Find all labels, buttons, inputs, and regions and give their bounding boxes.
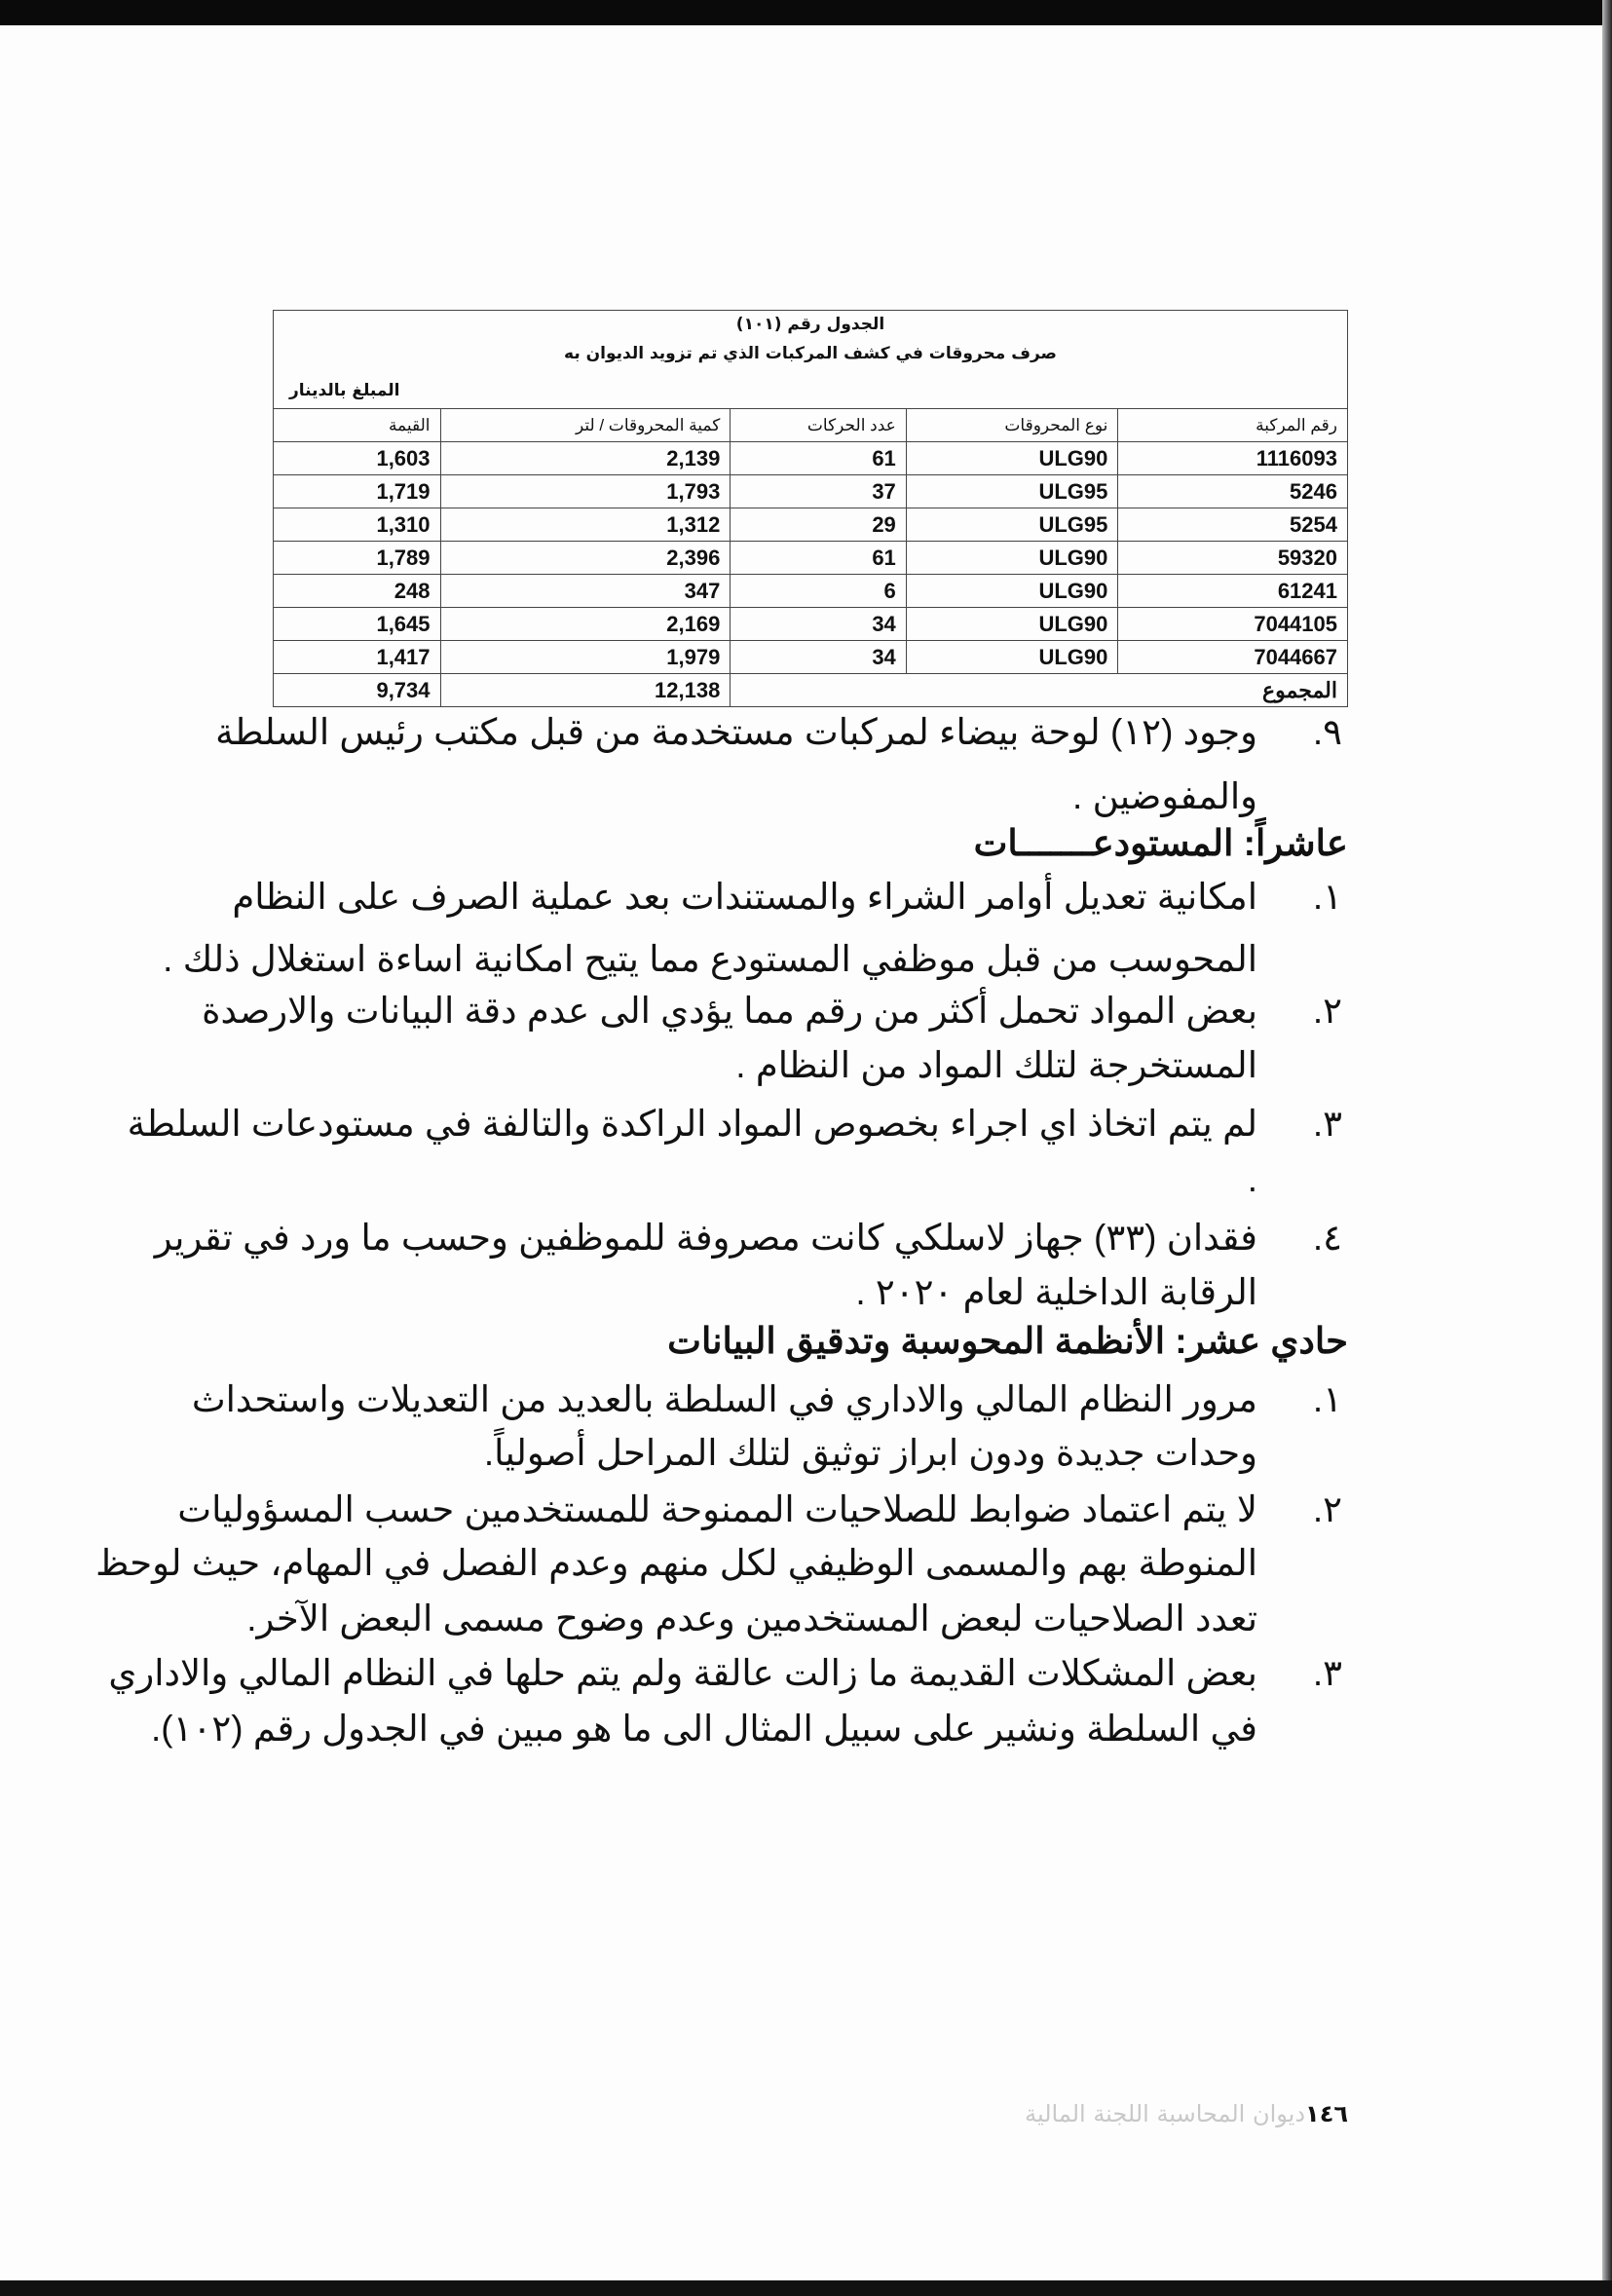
vehicle-number: 59320 — [1118, 542, 1347, 575]
fuel-type: ULG95 — [906, 508, 1118, 542]
page-footer — [820, 2100, 1348, 2127]
document-body — [95, 0, 1348, 2296]
vehicle-number: 7044105 — [1118, 608, 1347, 641]
item-text: تعدد الصلاحيات لبعض المستخدمين وعدم وضوح مسمى البعض الآخر. — [246, 1599, 1257, 1638]
trip-count: 61 — [731, 442, 906, 475]
total-quantity: 12,138 — [440, 674, 731, 707]
item-text: وجود (١٢) لوحة بيضاء لمركبات مستخدمة من قبل مكتب رئيس السلطة — [215, 712, 1257, 752]
item-number: ١. — [1312, 877, 1342, 917]
item-text: والمفوضين . — [1072, 776, 1257, 816]
fuel-value: 1,789 — [274, 542, 440, 575]
item-text: المحوسب من قبل موظفي المستودع مما يتيح امكانية اساءة استغلال ذلك . — [163, 939, 1257, 979]
col-trips: عدد الحركات — [731, 409, 906, 442]
item-number: ٢. — [1312, 991, 1342, 1031]
vehicle-number: 7044667 — [1118, 641, 1347, 674]
trip-count: 29 — [731, 508, 906, 542]
vehicle-number: 61241 — [1118, 575, 1347, 608]
fuel-value: 1,417 — [274, 641, 440, 674]
item-number: ٣. — [1312, 1653, 1342, 1693]
fuel-value: 1,645 — [274, 608, 440, 641]
fuel-type: ULG90 — [906, 575, 1118, 608]
fuel-type: ULG90 — [906, 442, 1118, 475]
item-text: لا يتم اعتماد ضوابط للصلاحيات الممنوحة للمستخدمين حسب المسؤوليات — [177, 1489, 1257, 1529]
item-text: المستخرجة لتلك المواد من النظام . — [735, 1045, 1257, 1085]
fuel-quantity: 2,169 — [440, 608, 731, 641]
scan-right-edge — [1602, 0, 1612, 2296]
total-value: 9,734 — [274, 674, 440, 707]
trip-count: 6 — [731, 575, 906, 608]
section-heading: حادي عشر: الأنظمة المحوسبة وتدقيق البيانات — [667, 1321, 1348, 1361]
item-text: امكانية تعديل أوامر الشراء والمستندات بعد عملية الصرف على النظام — [232, 877, 1257, 917]
item-text: فقدان (٣٣) جهاز لاسلكي كانت مصروفة للموظفين وحسب ما ورد في تقرير — [154, 1218, 1257, 1258]
item-number: ١. — [1312, 1379, 1342, 1419]
item-text: الرقابة الداخلية لعام ٢٠٢٠ . — [855, 1272, 1257, 1312]
item-text: وحدات جديدة ودون ابراز توثيق لتلك المراحل أصولياً. — [483, 1433, 1257, 1473]
fuel-type: ULG90 — [906, 542, 1118, 575]
col-vehicle: رقم المركبة — [1118, 409, 1347, 442]
item-text: مرور النظام المالي والاداري في السلطة بالعديد من التعديلات واستحداث — [191, 1379, 1257, 1419]
footer-text: ديوان المحاسبة اللجنة المالية — [1025, 2100, 1306, 2127]
trip-count: 34 — [731, 608, 906, 641]
fuel-value: 1,719 — [274, 475, 440, 508]
fuel-quantity: 1,793 — [440, 475, 731, 508]
table-title: الجدول رقم (١٠١) — [735, 315, 885, 334]
item-number: ٤. — [1312, 1218, 1342, 1258]
item-text: المنوطة بهم والمسمى الوظيفي لكل منهم وعدم الفصل في المهام، حيث لوحظ — [95, 1543, 1257, 1583]
fuel-value: 248 — [274, 575, 440, 608]
vehicle-number: 5246 — [1118, 475, 1347, 508]
vehicle-number: 1116093 — [1118, 442, 1347, 475]
page-number: ١٤٦ — [1305, 2100, 1348, 2127]
table-unit: المبلغ بالدينار — [289, 381, 400, 400]
item-text: . — [1247, 1159, 1257, 1199]
item-text: بعض المواد تحمل أكثر من رقم مما يؤدي الى عدم دقة البيانات والارصدة — [202, 991, 1257, 1031]
item-number: ٢. — [1312, 1489, 1342, 1529]
fuel-quantity: 1,979 — [440, 641, 731, 674]
col-value: القيمة — [274, 409, 440, 442]
item-number: ٩. — [1312, 712, 1342, 752]
item-text: في السلطة ونشير على سبيل المثال الى ما هو مبين في الجدول رقم (١٠٢). — [151, 1709, 1257, 1749]
item-text: بعض المشكلات القديمة ما زالت عالقة ولم يتم حلها في النظام المالي والاداري — [108, 1653, 1257, 1693]
section-heading: عاشراً: المستودعـــــــات — [973, 823, 1348, 863]
fuel-value: 1,603 — [274, 442, 440, 475]
item-number: ٣. — [1312, 1104, 1342, 1144]
fuel-quantity: 347 — [440, 575, 731, 608]
total-label: المجموع — [731, 674, 1347, 707]
col-fuel-type: نوع المحروقات — [906, 409, 1118, 442]
fuel-quantity: 2,139 — [440, 442, 731, 475]
fuel-type: ULG95 — [906, 475, 1118, 508]
fuel-quantity: 1,312 — [440, 508, 731, 542]
col-quantity: كمية المحروقات / لتر — [440, 409, 731, 442]
fuel-type: ULG90 — [906, 608, 1118, 641]
fuel-quantity: 2,396 — [440, 542, 731, 575]
vehicle-number: 5254 — [1118, 508, 1347, 542]
item-text: لم يتم اتخاذ اي اجراء بخصوص المواد الراكدة والتالفة في مستودعات السلطة — [127, 1104, 1257, 1144]
table-subtitle: صرف محروقات في كشف المركبات الذي تم تزويد الديوان به — [564, 344, 1057, 363]
fuel-value: 1,310 — [274, 508, 440, 542]
fuel-type: ULG90 — [906, 641, 1118, 674]
trip-count: 34 — [731, 641, 906, 674]
trip-count: 61 — [731, 542, 906, 575]
trip-count: 37 — [731, 475, 906, 508]
